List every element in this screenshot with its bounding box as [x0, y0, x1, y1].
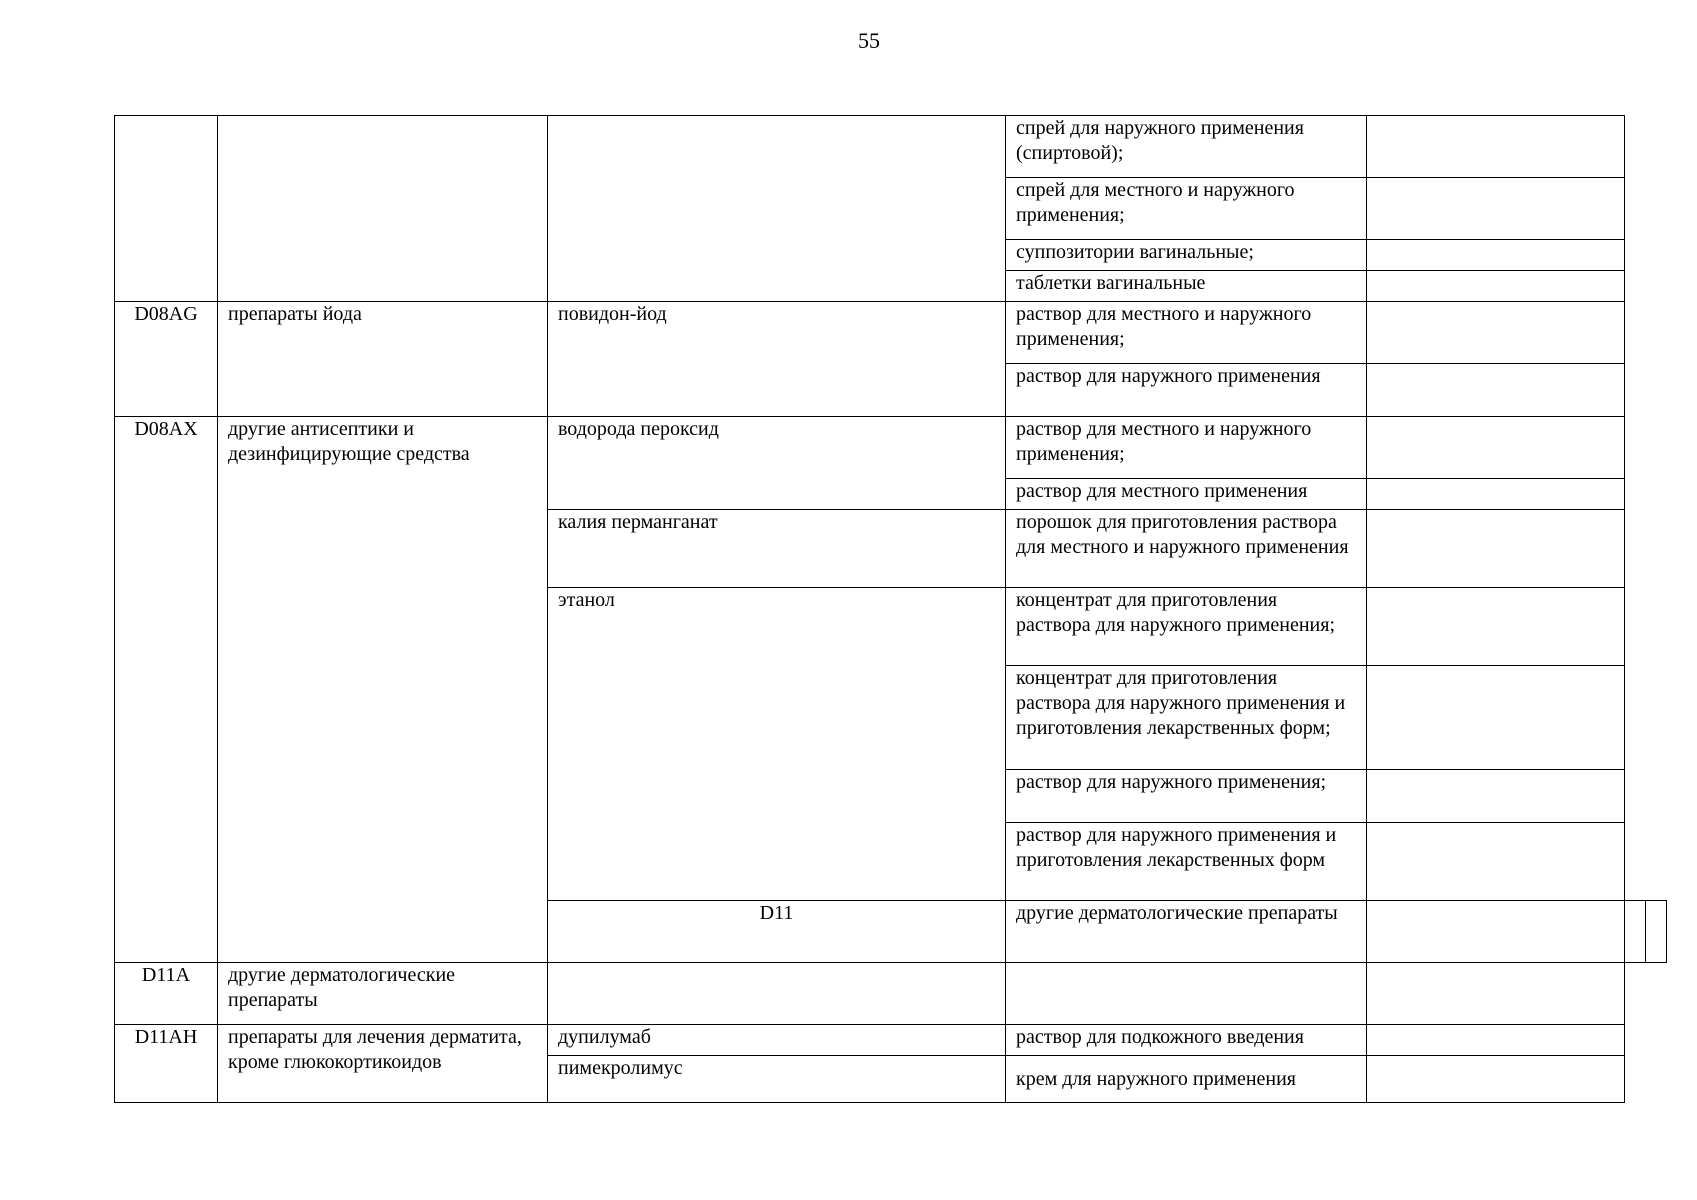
table-row — [115, 417, 1667, 479]
table-row — [115, 1025, 1667, 1056]
form-cell — [1006, 271, 1367, 302]
note-cell — [1367, 666, 1625, 770]
drug-cell — [548, 510, 1006, 588]
drug-cell — [1367, 901, 1625, 963]
form-cell — [1006, 479, 1367, 510]
form-text: раствор для наружного применения; — [1016, 771, 1327, 793]
form-cell — [1006, 666, 1367, 770]
note-cell — [1367, 178, 1625, 240]
atc-code: D11AH — [134, 1026, 198, 1048]
code-cell — [115, 116, 218, 302]
note-cell — [1646, 901, 1667, 963]
table-row — [115, 963, 1667, 1025]
form-cell — [1006, 1056, 1367, 1103]
drug-name: калия перманганат — [558, 511, 718, 533]
table-row — [115, 302, 1667, 364]
drug-name: повидон-йод — [558, 303, 667, 325]
drug-cell — [548, 588, 1006, 901]
form-cell — [1006, 240, 1367, 271]
drug-list-table — [114, 115, 1667, 1103]
form-text: спрей для местного и наружного применения; — [1016, 179, 1295, 226]
drug-name: дупилумаб — [558, 1026, 651, 1048]
form-cell — [1006, 510, 1367, 588]
form-cell — [1006, 116, 1367, 178]
code-cell — [548, 901, 1006, 963]
drug-cell — [548, 1025, 1006, 1056]
group-cell — [218, 1025, 548, 1103]
drug-cell — [548, 1056, 1006, 1103]
group-cell — [218, 302, 548, 417]
form-cell — [1006, 823, 1367, 901]
code-cell — [115, 1025, 218, 1103]
drug-cell — [548, 302, 1006, 417]
drug-name: водорода пероксид — [558, 418, 719, 440]
form-cell — [1006, 588, 1367, 666]
note-cell — [1367, 302, 1625, 364]
note-cell — [1367, 479, 1625, 510]
form-text: крем для наружного применения — [1016, 1067, 1297, 1090]
note-cell — [1367, 271, 1625, 302]
note-cell — [1367, 963, 1625, 1025]
group-name: препараты для лечения дерматита, кроме глюкокортикоидов — [228, 1026, 522, 1073]
note-cell — [1367, 588, 1625, 666]
group-name: другие дерматологические препараты — [1016, 902, 1338, 924]
note-cell — [1367, 510, 1625, 588]
drug-cell — [548, 417, 1006, 510]
form-text: концентрат для приготовления раствора для наружного применения и приготовления лекарственных форм; — [1016, 667, 1346, 739]
note-cell — [1367, 116, 1625, 178]
note-cell — [1367, 1056, 1625, 1103]
atc-code: D08AX — [134, 418, 198, 440]
form-text: раствор для подкожного введения — [1016, 1026, 1304, 1048]
form-text: раствор для наружного применения и приготовления лекарственных форм — [1016, 824, 1337, 871]
drug-cell — [548, 963, 1006, 1025]
form-cell — [1006, 417, 1367, 479]
note-cell — [1367, 1025, 1625, 1056]
atc-code: D11A — [141, 964, 191, 986]
group-cell — [1006, 901, 1367, 963]
note-cell — [1367, 417, 1625, 479]
form-text: концентрат для приготовления раствора для наружного применения; — [1016, 589, 1335, 636]
group-cell — [218, 116, 548, 302]
code-cell — [115, 302, 218, 417]
drug-cell — [548, 116, 1006, 302]
group-name: препараты йода — [228, 303, 362, 325]
form-cell — [1006, 770, 1367, 823]
note-cell — [1367, 240, 1625, 271]
note-cell — [1367, 770, 1625, 823]
form-cell — [1006, 963, 1367, 1025]
form-cell — [1006, 302, 1367, 364]
group-cell — [218, 963, 548, 1025]
form-text: раствор для местного применения — [1016, 480, 1308, 502]
code-cell — [115, 963, 218, 1025]
form-cell — [1006, 178, 1367, 240]
group-name: другие дерматологические препараты — [228, 964, 456, 1011]
form-text: раствор для наружного применения — [1016, 365, 1321, 387]
table-row — [115, 116, 1667, 178]
drug-name: этанол — [558, 589, 615, 611]
note-cell — [1367, 364, 1625, 417]
page-number: 55 — [858, 28, 880, 53]
atc-code: D11 — [759, 902, 794, 924]
note-cell — [1367, 823, 1625, 901]
atc-code: D08AG — [134, 303, 198, 325]
code-cell — [115, 417, 218, 963]
form-text: суппозитории вагинальные; — [1016, 241, 1254, 263]
group-cell — [218, 417, 548, 963]
form-text: раствор для местного и наружного применения; — [1016, 418, 1312, 465]
form-text: спрей для наружного применения (спиртовой); — [1016, 117, 1304, 164]
group-name: другие антисептики и дезинфицирующие средства — [228, 418, 470, 465]
drug-name: пимекролимус — [558, 1057, 683, 1079]
form-text: порошок для приготовления раствора для местного и наружного применения — [1016, 511, 1349, 558]
form-cell — [1006, 1025, 1367, 1056]
form-text: таблетки вагинальные — [1016, 272, 1206, 294]
form-cell — [1006, 364, 1367, 417]
form-cell — [1625, 901, 1646, 963]
form-text: раствор для местного и наружного применения; — [1016, 303, 1312, 350]
